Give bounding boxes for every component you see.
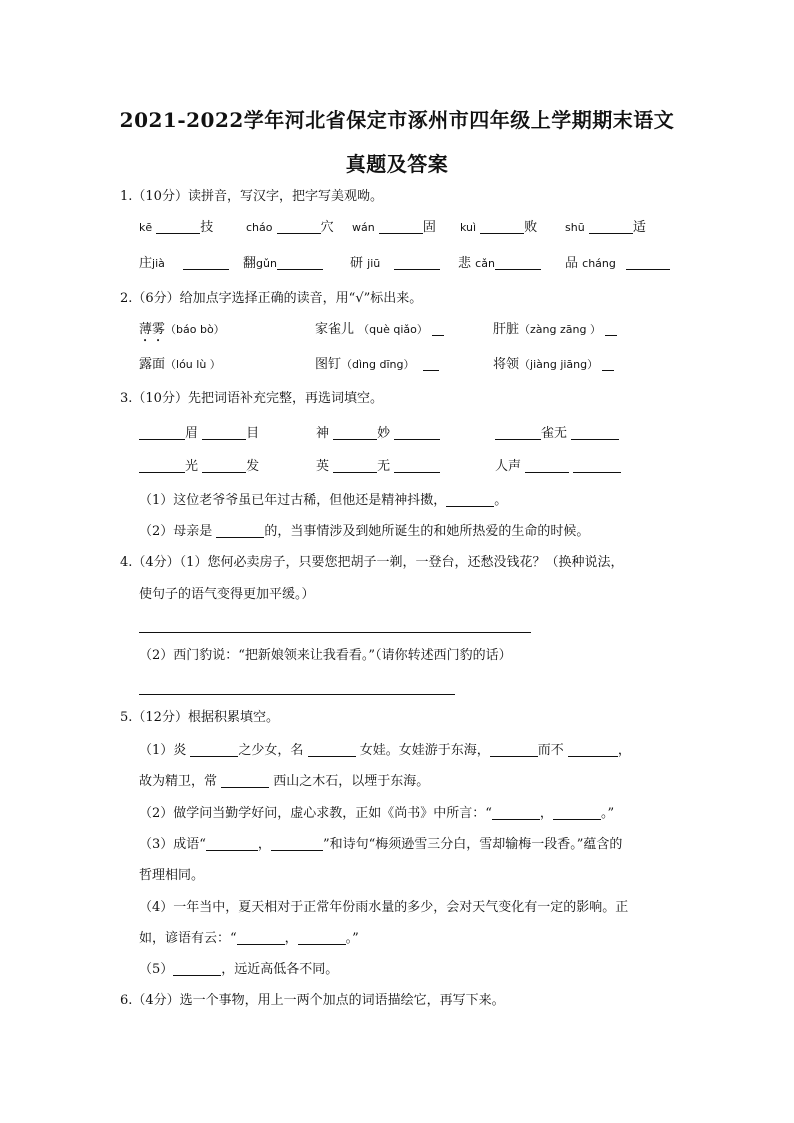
q1-r1-item: wán 固	[352, 220, 436, 235]
q2-item[interactable]: 露面（lóu lù ）	[139, 357, 221, 372]
answer-blank[interactable]	[589, 219, 633, 234]
q5-part-1-cont: 故为精卫，常 西山之木石，以堙于东海。	[139, 774, 430, 789]
q5-part-1: （1）炎 之少女，名 女娃。女娃游于东海， 而不 ，	[139, 743, 631, 758]
answer-blank[interactable]	[571, 425, 619, 440]
answer-blank[interactable]	[432, 321, 444, 336]
q3-header: 3.（10分）先把词语补充完整，再选词填空。	[120, 391, 383, 406]
answer-blank[interactable]	[525, 458, 569, 473]
answer-blank[interactable]	[492, 805, 540, 820]
q3-idiom: 神 妙	[316, 425, 440, 443]
q5-header: 5.（12分）根据积累填空。	[120, 710, 279, 725]
q1-r2-item: 品 cháng	[565, 255, 670, 273]
answer-blank[interactable]	[553, 805, 601, 820]
answer-blank[interactable]	[495, 255, 541, 270]
q3-idiom: 英 无	[316, 458, 440, 476]
q3-idiom: 人声	[495, 458, 621, 476]
answer-blank[interactable]	[573, 458, 621, 473]
q6-header: 6.（4分）选一个事物，用上一两个加点的词语描绘它，再写下来。	[120, 993, 505, 1008]
q2-item[interactable]: 薄雾（báo bò）	[139, 322, 225, 337]
q2-item[interactable]: 将领（jiàng jiāng）	[493, 356, 614, 374]
answer-blank[interactable]	[495, 425, 541, 440]
q2-header: 2.（6分）给加点字选择正确的读音，用“√”标出来。	[120, 291, 423, 306]
answer-blank[interactable]	[626, 255, 670, 270]
answer-blank[interactable]	[173, 961, 221, 976]
q3-sentence-1: （1）这位老爷爷虽已年过古稀，但他还是精神抖擞， 。	[139, 493, 508, 508]
answer-blank[interactable]	[271, 836, 323, 851]
q3-sentence-2: （2）母亲是 的，当事情涉及到她所诞生的和她所热爱的生命的时候。	[139, 524, 590, 539]
answer-blank[interactable]	[237, 930, 285, 945]
answer-blank[interactable]	[139, 425, 185, 440]
answer-line[interactable]	[139, 632, 531, 633]
answer-blank[interactable]	[394, 255, 440, 270]
answer-line[interactable]	[139, 694, 455, 695]
answer-blank[interactable]	[490, 742, 538, 757]
q1-r2-item: 悲 cǎn	[458, 255, 541, 273]
q1-r1-item: cháo 穴	[246, 220, 334, 235]
answer-blank[interactable]	[298, 930, 346, 945]
answer-blank[interactable]	[379, 219, 423, 234]
q2-item[interactable]: 家雀儿 （què qiǎo）	[315, 321, 444, 339]
q1-r2-item: 庄jià	[139, 255, 229, 273]
q1-r1-item: kē 技	[139, 220, 214, 235]
answer-blank[interactable]	[221, 773, 269, 788]
q3-idiom: 雀无	[495, 425, 619, 443]
answer-blank[interactable]	[277, 255, 323, 270]
answer-blank[interactable]	[206, 836, 258, 851]
answer-blank[interactable]	[139, 458, 185, 473]
answer-blank[interactable]	[423, 356, 439, 371]
answer-blank[interactable]	[333, 458, 377, 473]
answer-blank[interactable]	[605, 321, 617, 336]
q5-part-2: （2）做学问当勤学好问，虚心求教，正如《尚书》中所言：“ ， 。”	[139, 806, 615, 821]
q1-r1-item: shū 适	[565, 220, 646, 235]
answer-blank[interactable]	[277, 219, 321, 234]
answer-blank[interactable]	[216, 523, 264, 538]
answer-blank[interactable]	[568, 742, 618, 757]
q2-item[interactable]: 图钉（dìng dīng）	[315, 356, 439, 374]
q4-line-3: （2）西门豹说：“把新娘领来让我看看。”（请你转述西门豹的话）	[139, 648, 512, 663]
q5-part-4: （4）一年当中，夏天相对于正常年份雨水量的多少，会对天气变化有一定的影响。正	[139, 900, 629, 915]
page-title: 2021-2022学年河北省保定市涿州市四年级上学期期末语文	[119, 108, 675, 132]
q1-header: 1.（10分）读拼音，写汉字，把字写美观呦。	[120, 189, 383, 204]
q5-part-4-cont: 如，谚语有云：“ ， 。”	[139, 931, 359, 946]
answer-blank[interactable]	[602, 356, 614, 371]
answer-blank[interactable]	[202, 458, 246, 473]
answer-blank[interactable]	[446, 492, 494, 507]
answer-blank[interactable]	[333, 425, 377, 440]
answer-blank[interactable]	[183, 255, 229, 270]
page-subtitle: 真题及答案	[345, 152, 449, 176]
q1-r2-item: 翻gǔn	[243, 255, 323, 273]
answer-blank[interactable]	[394, 458, 440, 473]
answer-blank[interactable]	[190, 742, 238, 757]
q3-idiom: 眉 目	[139, 425, 259, 443]
q1-r1-item: kuì 败	[460, 220, 538, 235]
q3-idiom: 光 发	[139, 458, 259, 476]
answer-blank[interactable]	[308, 742, 356, 757]
answer-blank[interactable]	[394, 425, 440, 440]
q1-r2-item: 研 jiū	[350, 255, 440, 273]
q4-line-2: 使句子的语气变得更加平缓。）	[139, 587, 315, 602]
answer-blank[interactable]	[156, 219, 200, 234]
q4-line-1: 4.（4分）（1）您何必卖房子，只要您把胡子一剃，一登台，还愁没钱花？（换种说法，	[120, 555, 624, 570]
q5-part-5: （5） ，远近高低各不同。	[139, 962, 339, 977]
q5-part-3-cont: 哲理相同。	[139, 868, 205, 883]
q5-part-3: （3）成语“ ， ”和诗句“梅须逊雪三分白，雪却输梅一段香。”蕴含的	[139, 837, 623, 852]
answer-blank[interactable]	[202, 425, 246, 440]
answer-blank[interactable]	[480, 219, 524, 234]
q2-item[interactable]: 肝脏（zàng zāng ）	[493, 321, 617, 339]
